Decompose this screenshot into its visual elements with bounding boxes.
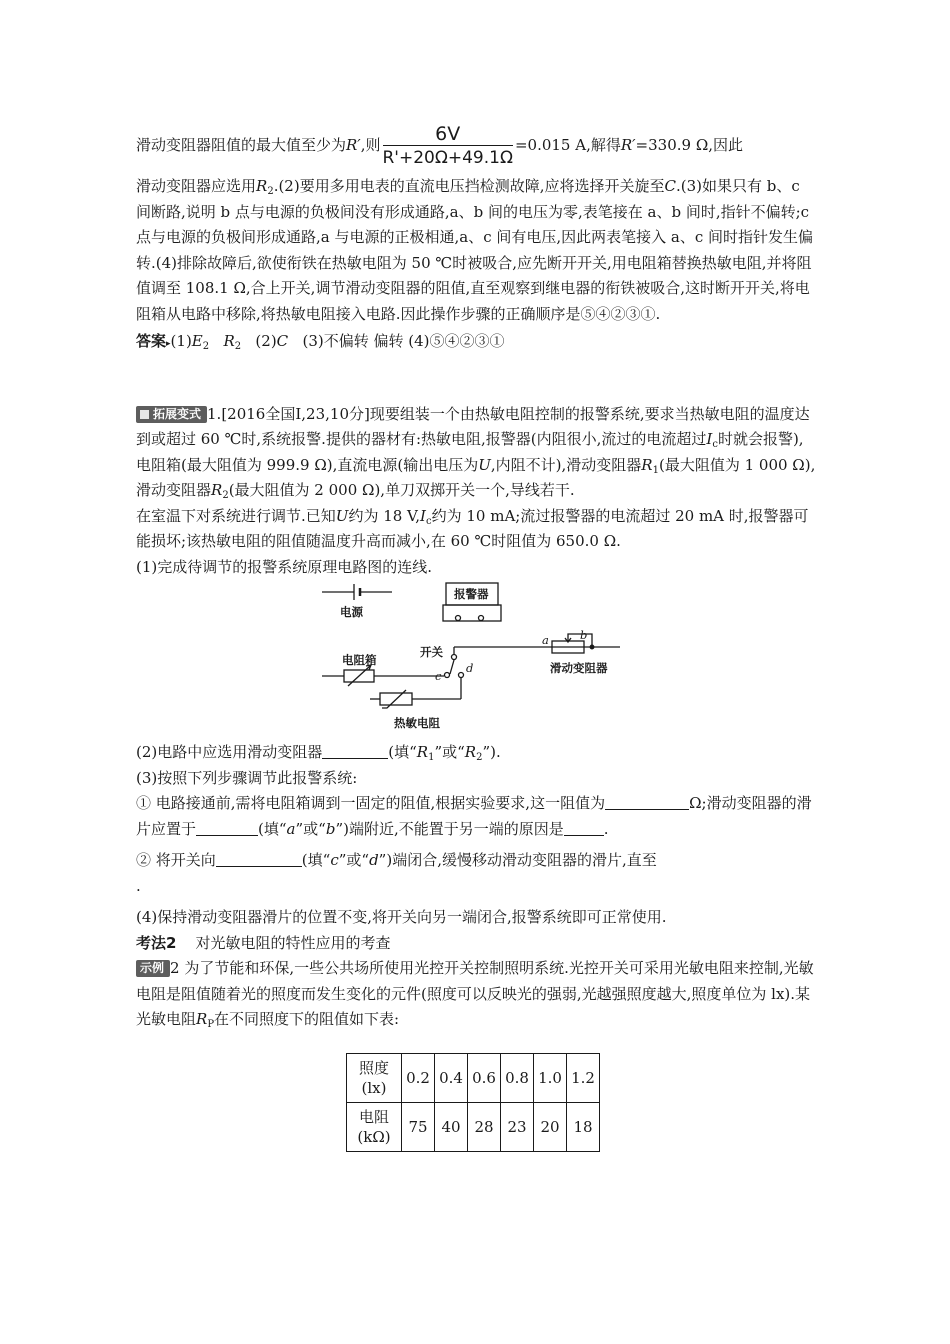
question-3-step-1 <box>136 791 816 842</box>
fraction <box>383 124 513 168</box>
method-2-heading <box>136 931 816 957</box>
question-3-step-2 <box>136 848 816 899</box>
extension-tag <box>136 406 207 423</box>
symbol: R <box>196 1010 208 1028</box>
text: .(2)要用多用电表的直流电压挡检测故障,应将选择开关旋至 <box>273 177 665 195</box>
book-icon <box>140 410 149 419</box>
fraction-denominator: R'+20Ω+49.1Ω <box>382 148 513 168</box>
label-rheostat: 滑动变阻器 <box>550 661 608 675</box>
text: 在不同照度下的阻值如下表: <box>214 1010 400 1028</box>
symbol: R <box>416 743 429 761</box>
table-cell: 1.0 <box>534 1053 567 1102</box>
text: 2 为了节能和环保,一些公共场所使用光控开关控制照明系统.光控开关可采用光敏电阻来控制,光敏电阻是阻值随着光的照度而发生变化的元件(照度可以反映光的强弱,光越强照度越大,照度单位为 lx).某光敏电阻 <box>136 959 814 1028</box>
text: 时就会报警),电阻箱(最大阻值为 999.9 Ω),直流电源(输出电压为 <box>136 430 804 474</box>
symbol: R′ <box>620 136 636 154</box>
text: (填“ <box>258 819 287 838</box>
label-switch: 开关 <box>420 645 443 659</box>
text: ”). <box>482 743 501 761</box>
text: . <box>136 876 141 895</box>
symbol: a <box>286 819 296 838</box>
text: 约为 10 mA;流过报警器的电流超过 20 mA 时,报警器可能损坏;该热敏电阻的阻值随温度升高而减小,在 60 ℃时阻值为 650.0 Ω. <box>136 506 809 550</box>
label-a: a <box>542 633 549 647</box>
question-4: (4)保持滑动变阻器滑片的位置不变,将开关向另一端闭合,报警系统即可正常使用. <box>136 908 667 926</box>
table-row <box>347 1053 600 1102</box>
text: ”或“ <box>434 743 465 761</box>
symbol: C <box>664 177 676 195</box>
label-d: d <box>466 661 474 675</box>
exercise-paragraph-1 <box>136 402 816 504</box>
answer-blank[interactable] <box>322 742 388 759</box>
example-paragraph <box>136 956 816 1033</box>
text: ”或“ <box>295 819 326 838</box>
subscript: 2 <box>222 490 229 501</box>
text: =0.015 A,解得 <box>514 136 621 154</box>
text: (2) <box>255 332 277 350</box>
answer-blank[interactable] <box>196 819 258 836</box>
solution-line-1 <box>136 124 816 168</box>
symbol: R <box>211 481 223 499</box>
subscript: 2 <box>234 341 242 352</box>
symbol: U <box>335 506 349 525</box>
table-cell: 18 <box>567 1102 600 1151</box>
exercise-paragraph-2 <box>136 504 816 555</box>
symbol: I <box>420 506 426 525</box>
example-tag: 示例 <box>136 960 170 977</box>
illuminance-resistance-table <box>346 1053 600 1152</box>
page <box>136 124 816 1152</box>
symbol: I <box>706 430 713 448</box>
row-header <box>347 1102 402 1151</box>
text: =330.9 Ω,因此 <box>635 136 744 154</box>
text: 在室温下对系统进行调节.已知 <box>136 506 336 525</box>
text: ”)端附近,不能置于另一端的原因是 <box>335 819 564 838</box>
symbol: E <box>191 332 203 350</box>
question-3: (3)按照下列步骤调节此报警系统: <box>136 768 358 787</box>
symbol: b <box>325 819 336 838</box>
text: (lx) <box>361 1078 387 1097</box>
circuit-diagram <box>322 582 632 732</box>
table-cell: 28 <box>468 1102 501 1151</box>
symbol: R <box>256 177 268 195</box>
text: 电阻 <box>358 1107 389 1126</box>
subscript: 2 <box>476 752 483 763</box>
table-row <box>347 1102 600 1151</box>
subscript: c <box>712 439 718 450</box>
text: .(3)如果 <box>675 177 732 195</box>
text: (1) <box>170 332 192 350</box>
solution-paragraph <box>136 174 816 327</box>
table-cell: 75 <box>402 1102 435 1151</box>
text: 照度 <box>358 1058 389 1077</box>
subscript: 2 <box>267 186 274 197</box>
text: ”)端闭合,缓慢移动滑动变阻器的滑片,直至 <box>378 851 657 869</box>
text: (最大阻值为 2 000 Ω),单刀双掷开关一个,导线若干. <box>228 481 575 499</box>
text: 约为 18 V, <box>348 506 421 525</box>
text: ,则 <box>360 136 381 154</box>
question-1: (1)完成待调节的报警系统原理电路图的连线. <box>136 557 433 576</box>
table-cell: 1.2 <box>567 1053 600 1102</box>
text: Ω;滑动变阻器的滑片应置于 <box>136 794 812 838</box>
label-b: b <box>580 628 588 642</box>
subscript: c <box>425 515 432 527</box>
answer-blank[interactable] <box>564 819 604 836</box>
text: 1.[2016全国Ⅰ,23,10分]现要组装一个由热敏电阻控制的报警系统,要求当热敏电阻的温度达到或超过 60 ℃时,系统报警.提供的器材有:热敏电阻,报警器(内阻很小,流过的电流超过 <box>136 404 810 448</box>
method-subtitle: 对光敏电阻的特性应用的考查 <box>195 933 391 952</box>
table-cell: 20 <box>534 1102 567 1151</box>
symbol: C <box>276 332 289 350</box>
method-title: 考法2 <box>136 933 177 952</box>
symbol: R′ <box>346 136 361 154</box>
answer-badge: 答案 <box>136 332 167 350</box>
symbol: U <box>478 455 491 474</box>
table-cell: 0.4 <box>435 1053 468 1102</box>
tag-label: 拓展变式 <box>153 406 202 421</box>
symbol: R <box>464 743 477 761</box>
symbol: d <box>369 851 379 869</box>
question-2 <box>136 740 816 766</box>
answer-line: 答案$▸(1)E_2$ $R_2$ (2)C (3)不偏转 偏转 (4)⑤④②③① <box>136 332 505 352</box>
fraction-numerator: 6V <box>383 124 513 146</box>
table-cell: 23 <box>501 1102 534 1151</box>
label-alarm: 报警器 <box>454 587 489 601</box>
text: ”或“ <box>338 851 370 869</box>
table-cell: 0.8 <box>501 1053 534 1102</box>
text: 滑动变阻器应选用 <box>136 177 257 195</box>
answer-blank[interactable] <box>216 850 302 867</box>
row-header <box>347 1053 402 1102</box>
text: (kΩ) <box>357 1127 391 1146</box>
symbol: R <box>223 332 235 350</box>
label-resistor-box: 电阻箱 <box>342 653 377 667</box>
text: (最大阻值为 1 000 Ω),滑动变阻器 <box>136 455 816 499</box>
text: ② 将开关向 <box>136 851 216 869</box>
table-cell: 40 <box>435 1102 468 1151</box>
subscript: 1 <box>428 752 435 763</box>
label-thermistor: 热敏电阻 <box>394 716 440 730</box>
symbol: R <box>641 455 653 474</box>
subscript: P <box>207 1019 215 1030</box>
text: (2)电路中应选用滑动变阻器 <box>136 743 323 761</box>
text: . <box>603 819 609 838</box>
subscript: 2 <box>202 341 210 352</box>
label-c: c <box>435 669 442 683</box>
subscript: 1 <box>652 464 659 476</box>
text: ,内阻不计),滑动变阻器 <box>490 455 642 474</box>
symbol: c <box>330 851 339 869</box>
text: (3)不偏转 偏转 (4)⑤④②③① <box>302 332 505 350</box>
text: (填“ <box>388 743 417 761</box>
label-power: 电源 <box>340 605 363 619</box>
table-cell: 0.6 <box>468 1053 501 1102</box>
text: (填“ <box>301 851 331 869</box>
text: 滑动变阻器阻值的最大值至少为 <box>136 136 347 154</box>
table-cell: 0.2 <box>402 1053 435 1102</box>
text: ① 电路接通前,需将电阻箱调到一固定的阻值,根据实验要求,这一阻值为 <box>136 794 606 812</box>
answer-blank[interactable] <box>605 793 689 810</box>
text: 只有 b、c 间断路,说明 b 点与电源的负极间没有形成通路,a、b 间的电压为零,表笔接在 a、b 间时,指针不偏转;c 点与电源的负极间形成通路,a 与电源的正极相通,a、c 间有电压,因此两表笔接入 a、c 间时指针发生偏转.(4)排除故障后,欲使衔铁在热敏电阻为 50 ℃时被吸合,应先断开开关,用电阻箱替换热敏电阻,并将阻值调至 108.1 Ω,合上开关,调节滑动变阻器的阻值,直至观察到继电器的衔铁被吸合,这时断开开关,将电阻箱从电路中移除,将热敏电阻接入电路.因此操作步骤的正确顺序是⑤④②③①. <box>136 177 814 323</box>
